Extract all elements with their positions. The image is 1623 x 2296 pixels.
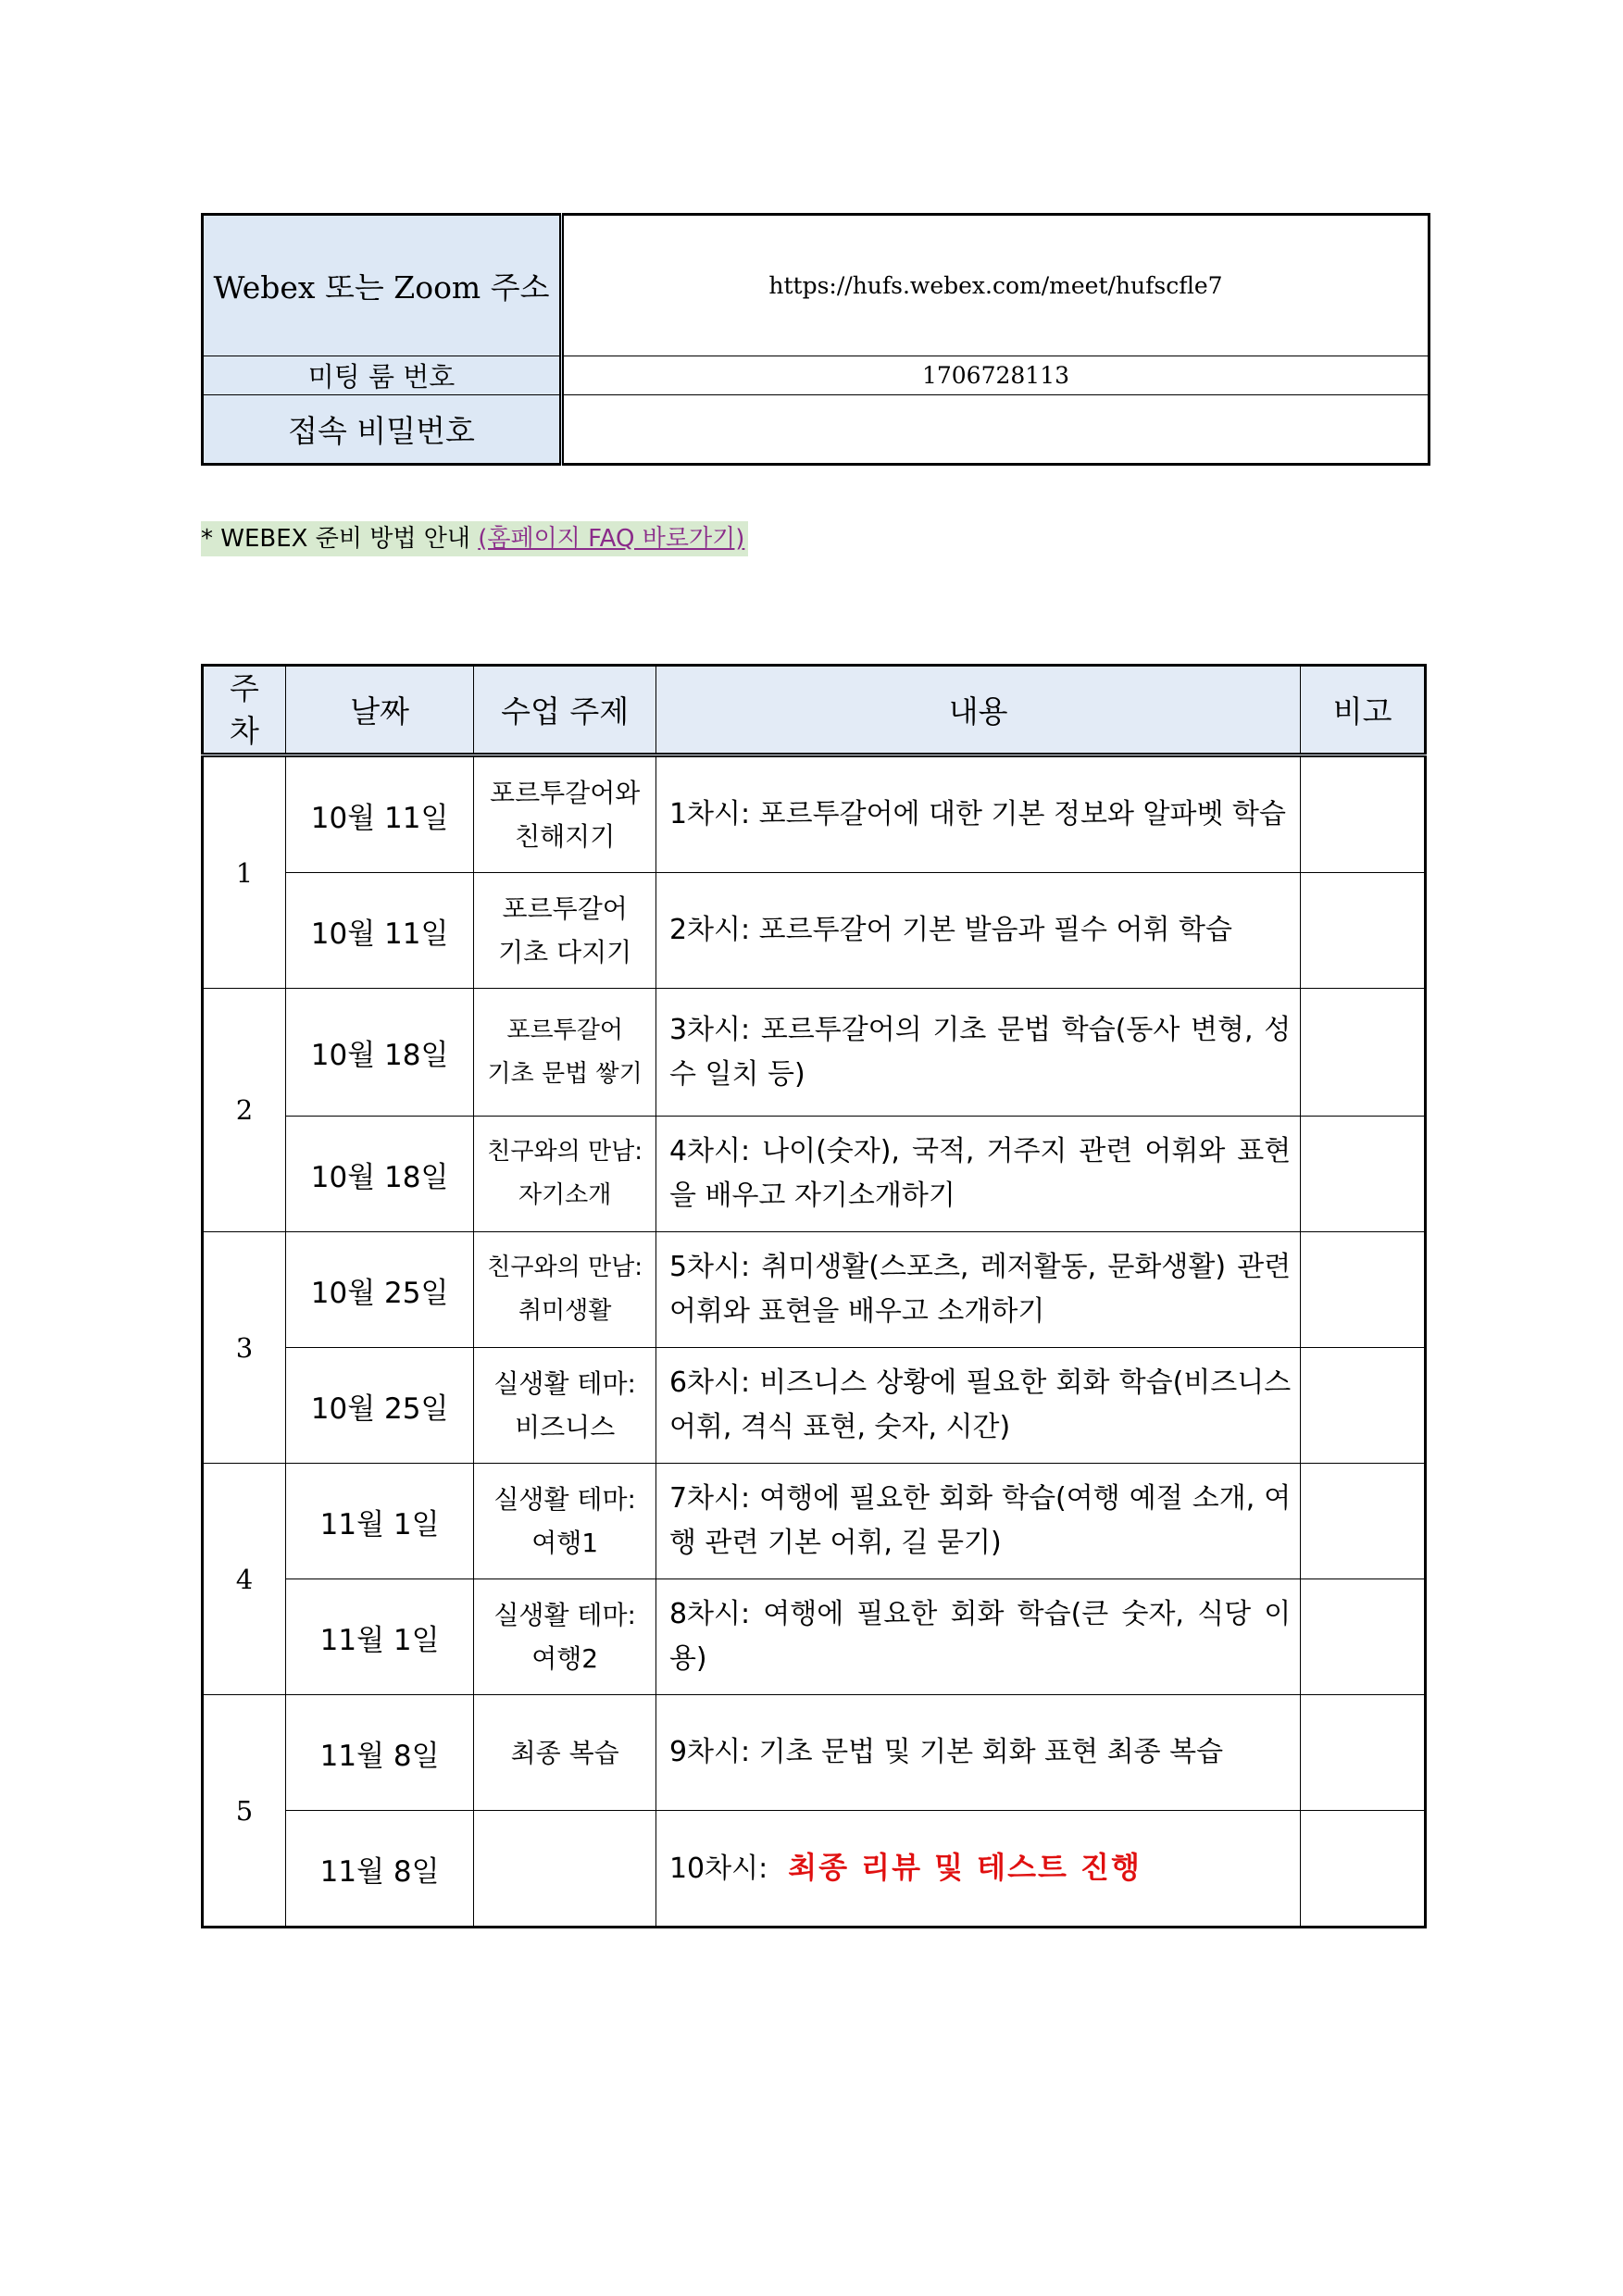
week-cell: 2	[203, 989, 286, 1232]
header-topic: 수업 주제	[474, 666, 656, 755]
meeting-url-label: Webex 또는 Zoom 주소	[203, 215, 562, 356]
meeting-room-row	[203, 356, 1429, 395]
webex-guide-text: * WEBEX 준비 방법 안내	[201, 525, 479, 553]
note-cell	[1301, 1232, 1426, 1348]
meeting-room-value: 1706728113	[562, 356, 1429, 395]
final-review-highlight: 최종 리뷰 및 테스트 진행	[788, 1850, 1142, 1885]
schedule-header-row	[203, 666, 1426, 755]
table-row	[203, 1811, 1426, 1928]
content-cell	[655, 1811, 1300, 1928]
note-cell	[1301, 1695, 1426, 1811]
topic-cell: 포르투갈어 기초 다지기	[474, 873, 656, 989]
date-cell: 11월 8일	[285, 1695, 474, 1811]
meeting-password-row	[203, 395, 1429, 465]
note-cell	[1301, 873, 1426, 989]
faq-link[interactable]: (홈페이지 FAQ 바로가기)	[478, 525, 745, 553]
note-cell	[1301, 989, 1426, 1117]
header-note: 비고	[1301, 666, 1426, 755]
header-date: 날짜	[285, 666, 474, 755]
date-cell: 11월 1일	[285, 1579, 474, 1695]
table-row	[203, 1348, 1426, 1464]
table-row	[203, 989, 1426, 1117]
table-row	[203, 755, 1426, 873]
meeting-info-table	[201, 213, 1430, 466]
date-cell: 10월 18일	[285, 1117, 474, 1232]
week-cell: 4	[203, 1464, 286, 1695]
topic-cell: 포르투갈어와 친해지기	[474, 755, 656, 873]
content-cell: 7차시: 여행에 필요한 회화 학습(여행 예절 소개, 여행 관련 기본 어휘, 길 묻기)	[655, 1464, 1300, 1579]
table-row	[203, 1579, 1426, 1695]
note-cell	[1301, 1579, 1426, 1695]
table-row	[203, 1464, 1426, 1579]
note-cell	[1301, 1117, 1426, 1232]
topic-cell: 실생활 테마: 여행2	[474, 1579, 656, 1695]
webex-guide-line	[201, 521, 748, 556]
table-row	[203, 1232, 1426, 1348]
date-cell: 10월 11일	[285, 873, 474, 989]
topic-cell: 포르투갈어 기초 문법 쌓기	[474, 989, 656, 1117]
meeting-password-label: 접속 비밀번호	[203, 395, 562, 465]
date-cell: 10월 11일	[285, 755, 474, 873]
table-row	[203, 1695, 1426, 1811]
meeting-password-value	[562, 395, 1429, 465]
meeting-url-row	[203, 215, 1429, 356]
note-cell	[1301, 1464, 1426, 1579]
content-cell: 2차시: 포르투갈어 기본 발음과 필수 어휘 학습	[655, 873, 1300, 989]
week-cell: 1	[203, 755, 286, 989]
content-cell: 4차시: 나이(숫자), 국적, 거주지 관련 어휘와 표현을 배우고 자기소개하기	[655, 1117, 1300, 1232]
content-cell: 9차시: 기초 문법 및 기본 회화 표현 최종 복습	[655, 1695, 1300, 1811]
date-cell: 10월 25일	[285, 1232, 474, 1348]
note-cell	[1301, 1348, 1426, 1464]
date-cell: 11월 8일	[285, 1811, 474, 1928]
content-session-label: 10차시:	[668, 1853, 768, 1885]
topic-cell: 친구와의 만남: 자기소개	[474, 1117, 656, 1232]
table-row	[203, 1117, 1426, 1232]
content-cell: 5차시: 취미생활(스포츠, 레저활동, 문화생활) 관련 어휘와 표현을 배우고 소개하기	[655, 1232, 1300, 1348]
table-row	[203, 873, 1426, 989]
date-cell: 10월 18일	[285, 989, 474, 1117]
note-cell	[1301, 755, 1426, 873]
meeting-room-label: 미팅 룸 번호	[203, 356, 562, 395]
note-cell	[1301, 1811, 1426, 1928]
topic-cell	[474, 1811, 656, 1928]
week-cell: 3	[203, 1232, 286, 1464]
topic-cell: 실생활 테마: 여행1	[474, 1464, 656, 1579]
header-content: 내용	[655, 666, 1300, 755]
content-cell: 8차시: 여행에 필요한 회화 학습(큰 숫자, 식당 이용)	[655, 1579, 1300, 1695]
content-cell: 3차시: 포르투갈어의 기초 문법 학습(동사 변형, 성수 일치 등)	[655, 989, 1300, 1117]
topic-cell: 최종 복습	[474, 1695, 656, 1811]
content-cell: 6차시: 비즈니스 상황에 필요한 회화 학습(비즈니스 어휘, 격식 표현, 숫자, 시간)	[655, 1348, 1300, 1464]
date-cell: 10월 25일	[285, 1348, 474, 1464]
meeting-url-value: https://hufs.webex.com/meet/hufscfle7	[562, 215, 1429, 356]
topic-cell: 친구와의 만남: 취미생활	[474, 1232, 656, 1348]
date-cell: 11월 1일	[285, 1464, 474, 1579]
content-cell: 1차시: 포르투갈어에 대한 기본 정보와 알파벳 학습	[655, 755, 1300, 873]
schedule-table	[201, 664, 1427, 1928]
header-week: 주 차	[203, 666, 286, 755]
topic-cell: 실생활 테마: 비즈니스	[474, 1348, 656, 1464]
week-cell: 5	[203, 1695, 286, 1928]
